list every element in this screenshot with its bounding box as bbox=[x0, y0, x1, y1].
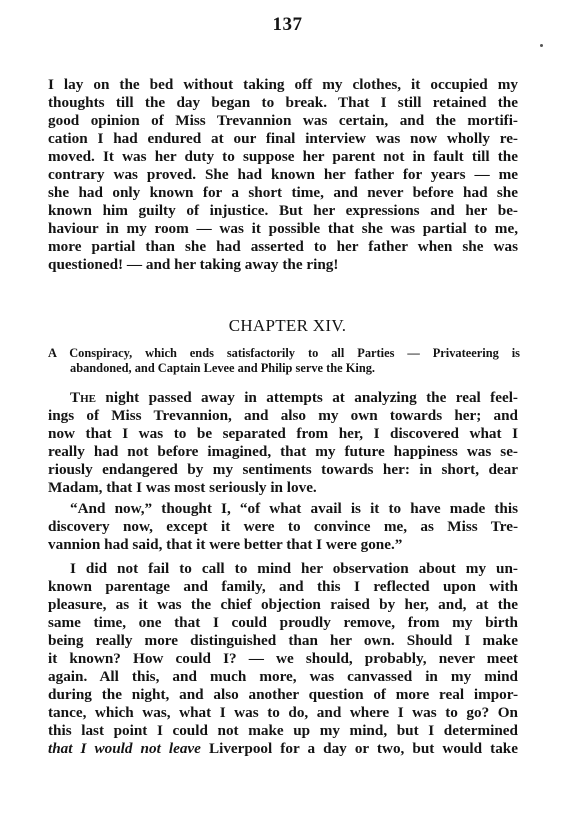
text-line: Madam, that I was most seriously in love. bbox=[48, 479, 317, 496]
text-line: it known? How could I? — we should, probably, never meet bbox=[48, 650, 518, 667]
text-line: moved. It was her duty to suppose her parent not in fault till the bbox=[48, 148, 518, 165]
text-line: really had not before imagined, that my future happiness was se- bbox=[48, 443, 518, 460]
chapter-summary-line: A Conspiracy, which ends satisfactorily to all Parties — Privateering is bbox=[48, 346, 520, 360]
text-line: known parentage and family, and this I reflected upon with bbox=[48, 578, 518, 595]
text-line: contrary was proved. She had known her father for years — me bbox=[48, 166, 518, 183]
text-line: tance, which was, what I was to do, and where I was to go? On bbox=[48, 704, 518, 721]
italic-phrase: that I would not leave bbox=[48, 740, 201, 757]
text-line: same time, one that I could proudly remove, from my birth bbox=[48, 614, 518, 631]
chapter-summary-line: abandoned, and Captain Levee and Philip serve the King. bbox=[70, 361, 375, 375]
text-line bbox=[70, 389, 518, 407]
text-line: known him guilty of injustice. But her expressions and her be- bbox=[48, 202, 518, 219]
text-line bbox=[48, 740, 518, 758]
text-line: I lay on the bed without taking off my clothes, it occupied my bbox=[48, 76, 518, 93]
text-line: vannion had said, that it were better that I were gone.” bbox=[48, 536, 403, 553]
text-line: thoughts till the day began to break. That I still retained the bbox=[48, 94, 518, 111]
text-line: again. All this, and much more, was canvassed in my mind bbox=[48, 668, 518, 685]
text-line: being really more distinguished than her own. Should I make bbox=[48, 632, 518, 649]
first-word: The bbox=[70, 389, 97, 406]
text-line: discovery now, except it were to convince me, as Miss Tre- bbox=[48, 518, 518, 535]
text-line: cation I had endured at our final interview was now wholly re- bbox=[48, 130, 518, 147]
text-line: this last point I could not make up my mind, but I determined bbox=[48, 722, 518, 739]
text-line: more partial than she had asserted to her father when she was bbox=[48, 238, 518, 255]
paper-speck bbox=[540, 44, 543, 47]
first-line-rest: night passed away in attempts at analyzing the real feel- bbox=[96, 389, 518, 406]
text-line: now that I was to be separated from her, I discovered what I bbox=[48, 425, 518, 442]
text-line: haviour in my room — was it possible that she was partial to me, bbox=[48, 220, 518, 237]
text-line: ings of Miss Trevannion, and also my own towards her; and bbox=[48, 407, 518, 424]
text-line: she had only known for a short time, and never before had she bbox=[48, 184, 518, 201]
text-line: during the night, and also another question of more real impor- bbox=[48, 686, 518, 703]
last-line-rest: Liverpool for a day or two, but would take bbox=[200, 740, 518, 757]
text-line: good opinion of Miss Trevannion was certain, and the mortifi- bbox=[48, 112, 518, 129]
chapter-title: CHAPTER XIV. bbox=[228, 316, 347, 335]
text-line: I did not fail to call to mind her observation about my un- bbox=[70, 560, 518, 577]
text-line: pleasure, as it was the chief objection raised by her, and, at the bbox=[48, 596, 518, 613]
text-line: riously endangered by my sentiments towards her: in short, dear bbox=[48, 461, 518, 478]
page-number: 137 bbox=[272, 14, 303, 35]
text-line: questioned! — and her taking away the ring! bbox=[48, 256, 339, 273]
text-line: “And now,” thought I, “of what avail is it to have made this bbox=[70, 500, 518, 517]
